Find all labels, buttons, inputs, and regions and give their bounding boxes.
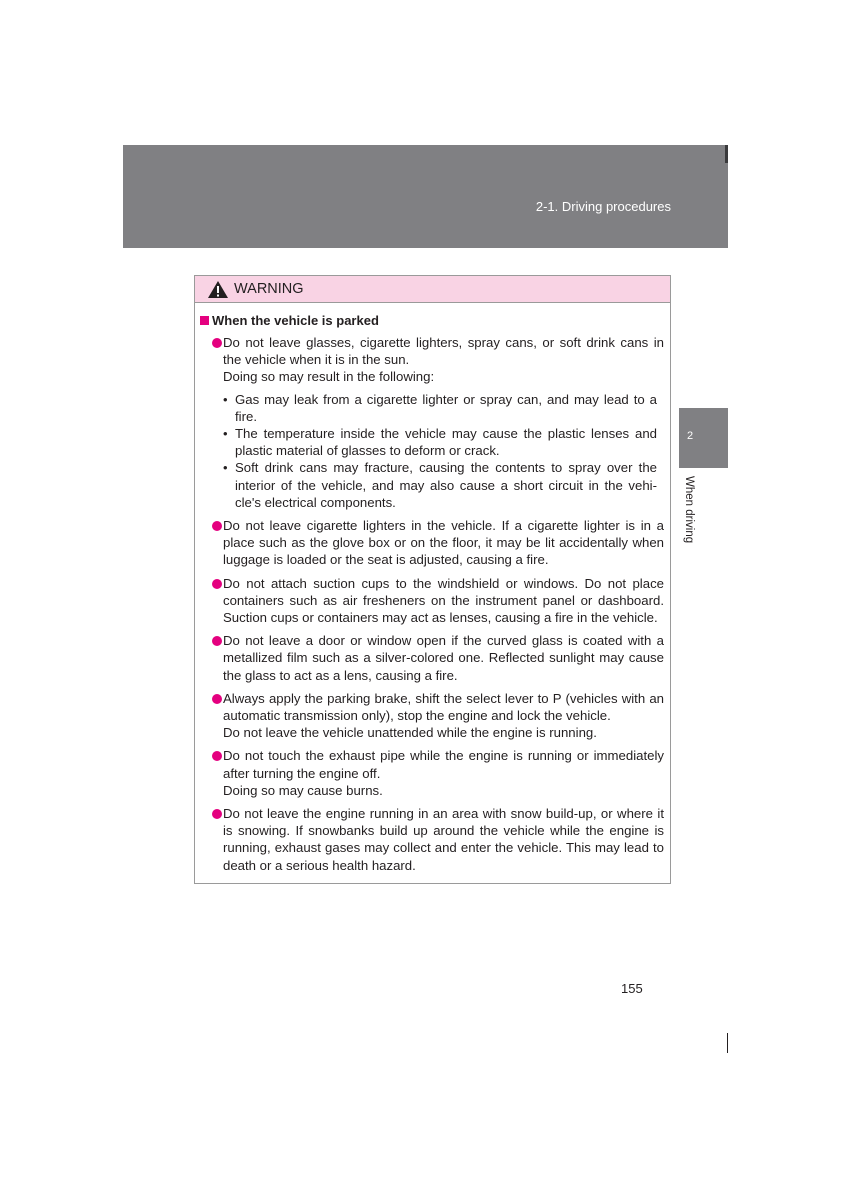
circle-bullet-icon (212, 338, 222, 348)
chapter-number: 2 (687, 430, 694, 442)
circle-bullet-icon (212, 521, 222, 531)
edge-mark (727, 1033, 728, 1053)
warning-subheading (199, 313, 665, 328)
warning-label: WARNING (234, 281, 304, 297)
warning-paragraph: Do not attach suction cups to the windshield or windows. Do not place containers such as air fresheners on the instrument panel or dashboard. Suction cups or containers may act as lenses, causing a fire in the vehicle. (223, 575, 664, 626)
warning-item-text (223, 334, 665, 511)
section-title: 2-1. Driving procedures (535, 199, 671, 214)
warning-header (195, 276, 670, 303)
warning-item (212, 690, 665, 742)
warning-item (212, 517, 665, 569)
circle-bullet-icon (212, 694, 222, 704)
warning-paragraph: Do not leave cigarette lighters in the vehicle. If a cigarette lighter is in a place such as the glove box or on the floor, it may be lit accidentally when luggage is loaded or the seat is adjusted, causing a fire. (223, 518, 664, 568)
header-band (123, 145, 728, 248)
warning-box (194, 275, 671, 884)
sub-list (223, 391, 664, 511)
warning-item (212, 334, 665, 511)
dot-bullet-icon: • (223, 391, 228, 407)
header-notch (725, 145, 728, 163)
square-bullet-icon (200, 316, 209, 325)
sub-item-text: Soft drink cans may fracture, causing the contents to spray over the interior of the vehicle, and may also cause a short circuit in the vehi-cle's electrical components. (235, 460, 657, 510)
warning-item-text (223, 690, 665, 742)
dot-bullet-icon: • (223, 460, 228, 476)
warning-item (212, 632, 665, 684)
warning-item-text (223, 517, 665, 569)
subheading-text: When the vehicle is parked (212, 313, 379, 328)
warning-body (195, 303, 670, 874)
sub-list-item (223, 425, 664, 459)
warning-item (212, 575, 665, 627)
circle-bullet-icon (212, 636, 222, 646)
warning-paragraph: Do not leave the vehicle unattended while the engine is running. (223, 725, 597, 741)
warning-item (212, 805, 665, 874)
sub-item-text: Gas may leak from a cigarette lighter or spray can, and may lead to a fire. (235, 391, 657, 424)
sub-list-item (223, 391, 664, 425)
warning-paragraph: Do not leave glasses, cigarette lighters, spray cans, or soft drink cans in the vehicle when it is in the sun. (223, 335, 664, 368)
chapter-label: When driving (683, 476, 695, 544)
warning-items (199, 334, 665, 874)
warning-paragraph: Do not touch the exhaust pipe while the engine is running or immediately after turning the engine off. (223, 748, 664, 781)
warning-paragraph: Do not leave the engine running in an area with snow build-up, or where it is snowing. If snowbanks build up around the vehicle while the engine is running, exhaust gases may collect and enter the vehicle. This may lead to death or a serious health hazard. (223, 806, 664, 873)
circle-bullet-icon (212, 579, 222, 589)
warning-item-text (223, 747, 665, 799)
warning-item-text (223, 575, 665, 627)
warning-item-text (223, 632, 665, 684)
page-number: 155 (621, 981, 643, 996)
circle-bullet-icon (212, 809, 222, 819)
dot-bullet-icon: • (223, 426, 228, 442)
warning-item (212, 747, 665, 799)
warning-item-text (223, 805, 665, 874)
warning-paragraph: Do not leave a door or window open if the curved glass is coated with a metallized film such as a silver-colored one. Reflected sunlight may cause the glass to act as a lens, causing a fire. (223, 633, 664, 683)
warning-paragraph: Always apply the parking brake, shift the select lever to P (vehicles with an automatic transmission only), stop the engine and lock the vehicle. (223, 690, 664, 724)
warning-paragraph: Doing so may cause burns. (223, 782, 383, 798)
sub-item-text: The temperature inside the vehicle may cause the plastic lenses and plastic material of glasses to deform or crack. (235, 426, 657, 459)
sub-list-item (223, 459, 664, 511)
warning-paragraph: Doing so may result in the following: (223, 369, 435, 385)
warning-triangle-icon (207, 280, 229, 299)
circle-bullet-icon (212, 751, 222, 761)
